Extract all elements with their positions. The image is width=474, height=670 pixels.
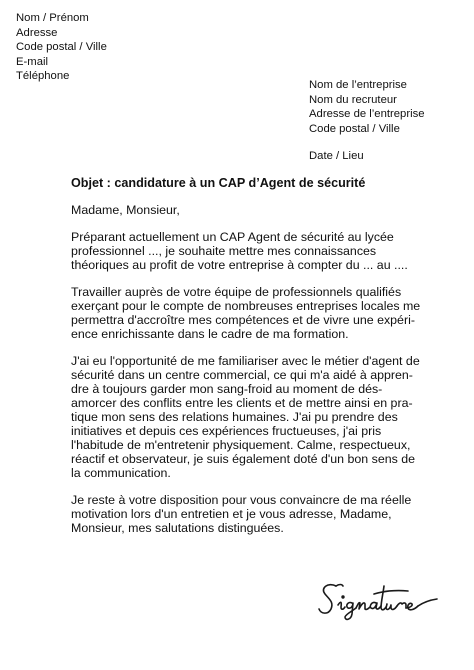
- paragraph-line: tique mon sens des relations humaines. J'ai pu prendre des: [71, 410, 398, 424]
- letter-body: [71, 203, 431, 548]
- paragraph-line: Je reste à votre disposition pour vous convaincre de ma réelle: [71, 493, 412, 507]
- sender-postal-city: Code postal / Ville: [16, 41, 107, 54]
- paragraph-closing: [71, 493, 431, 535]
- recipient-block: [309, 78, 425, 136]
- paragraph-line: réactif et observateur, je suis également doté d'un bon sens de: [71, 452, 416, 466]
- paragraph-line: amorcer des conflits entre les clients et de mettre ainsi en pra-: [71, 396, 413, 410]
- recipient-postal-city: Code postal / Ville: [309, 122, 400, 135]
- paragraph-line: professionnel ..., je souhaite mettre mes connaissances: [71, 244, 377, 258]
- paragraph-experience: [71, 354, 431, 480]
- paragraph-line: Monsieur, mes salutations distinguées.: [71, 521, 284, 535]
- recipient-address: Adresse de l’entreprise: [309, 108, 425, 121]
- sender-address: Adresse: [16, 26, 58, 39]
- paragraph-line: Travailler auprès de votre équipe de professionnels qualifiés: [71, 285, 402, 299]
- paragraph-line: Préparant actuellement un CAP Agent de sécurité au lycée: [71, 230, 394, 244]
- sender-email: E-mail: [16, 55, 49, 68]
- sender-name: Nom / Prénom: [16, 12, 89, 24]
- handwritten-signature: [316, 578, 444, 624]
- paragraph-line: dre à toujours garder mon sang-froid au moment de dés-: [71, 382, 383, 396]
- paragraph-line: sécurité dans un centre commercial, ce qui m'a aidé à appren-: [71, 368, 413, 382]
- paragraph-line: la communication.: [71, 466, 171, 480]
- date-place: Date / Lieu: [309, 150, 364, 162]
- paragraph-line: ence enrichissante dans le cadre de ma formation.: [71, 327, 349, 341]
- sender-block: [16, 11, 107, 84]
- sender-phone: Téléphone: [16, 70, 70, 83]
- paragraph-line: exerçant pour le compte de nombreuses entreprises locales me: [71, 299, 421, 313]
- recipient-company: Nom de l’entreprise: [309, 79, 407, 91]
- paragraph-line: permettra d'accroître mes compétences et de vivre une expéri-: [71, 313, 415, 327]
- paragraph-line: initiatives et depuis ces expériences fructueuses, j'ai pris: [71, 424, 382, 438]
- letter-subject: Objet : candidature à un CAP d’Agent de sécurité: [71, 176, 366, 190]
- paragraph-line: J'ai eu l'opportunité de me familiariser avec le métier d'agent de: [71, 354, 420, 368]
- paragraph-line: l'habitude de m'entretenir physiquement. Calme, respectueux,: [71, 438, 411, 452]
- salutation: Madame, Monsieur,: [71, 203, 180, 217]
- paragraph-motivation: [71, 285, 431, 341]
- paragraph-line: motivation lors d'un entretien et je vous adresse, Madame,: [71, 507, 392, 521]
- recipient-recruiter: Nom du recruteur: [309, 93, 397, 106]
- paragraph-intro: [71, 230, 431, 272]
- paragraph-line: théoriques au profit de votre entreprise à compter du ... au ....: [71, 258, 408, 272]
